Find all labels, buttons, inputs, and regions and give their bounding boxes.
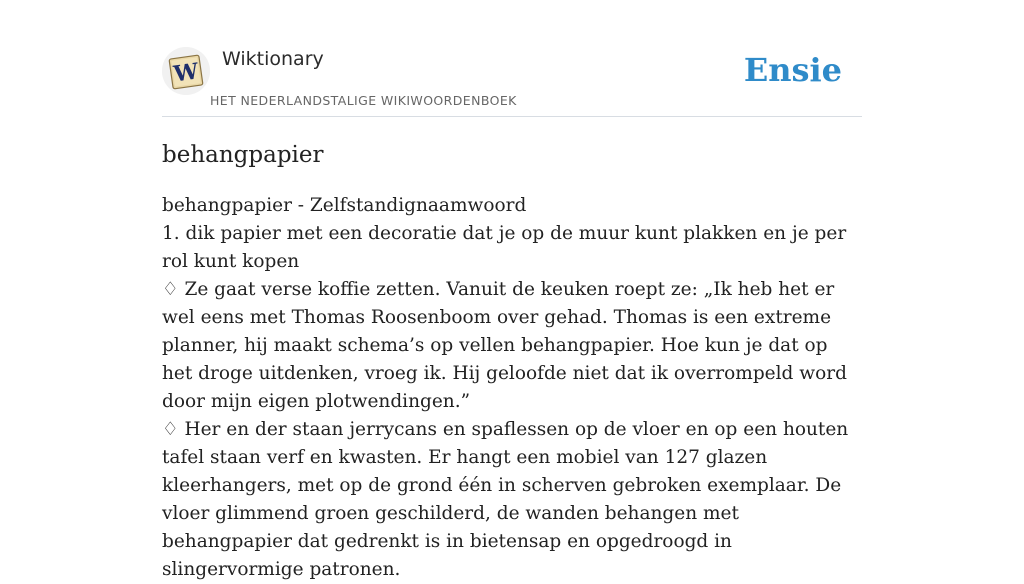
- entry-content: [162, 192, 862, 584]
- site-name[interactable]: Wiktionary: [222, 48, 324, 70]
- site-tagline: HET NEDERLANDSTALIGE WIKIWOORDENBOEK: [210, 93, 517, 108]
- wiktionary-logo-icon[interactable]: [162, 47, 210, 95]
- page-title: behangpapier: [162, 142, 324, 168]
- ensie-brand-link[interactable]: Ensie: [743, 51, 842, 89]
- logo-letter: W: [172, 58, 201, 88]
- site-header: [162, 44, 862, 117]
- example-sentence: ♢ Ze gaat verse koffie zetten. Vanuit de keuken roept ze: „Ik heb het er wel eens met Thomas Roosenboom over gehad. Thomas is een extreme planner, hij maakt schema’s op vellen behangpapier. Hoe kun je dat op het droge uitdenken, vroeg ik. Hij geloofde niet dat ik overrompeld word door mijn eigen plotwendingen.”: [162, 279, 847, 412]
- entry-heading: behangpapier - Zelfstandignaamwoord: [162, 195, 527, 216]
- example-sentence: ♢ Her en der staan jerrycans en spaflessen op de vloer en op een houten tafel staan verf en kwasten. Er hangt een mobiel van 127 glazen kleerhangers, met op de grond één in scherven gebroken exemplaar. De vloer glimmend groen geschilderd, de wanden behangen met behangpapier dat gedrenkt is in bietensap en opgedroogd in slingervormige patronen.: [162, 419, 849, 580]
- entry-definition: 1. dik papier met een decoratie dat je op de muur kunt plakken en je per rol kunt kopen: [162, 223, 847, 272]
